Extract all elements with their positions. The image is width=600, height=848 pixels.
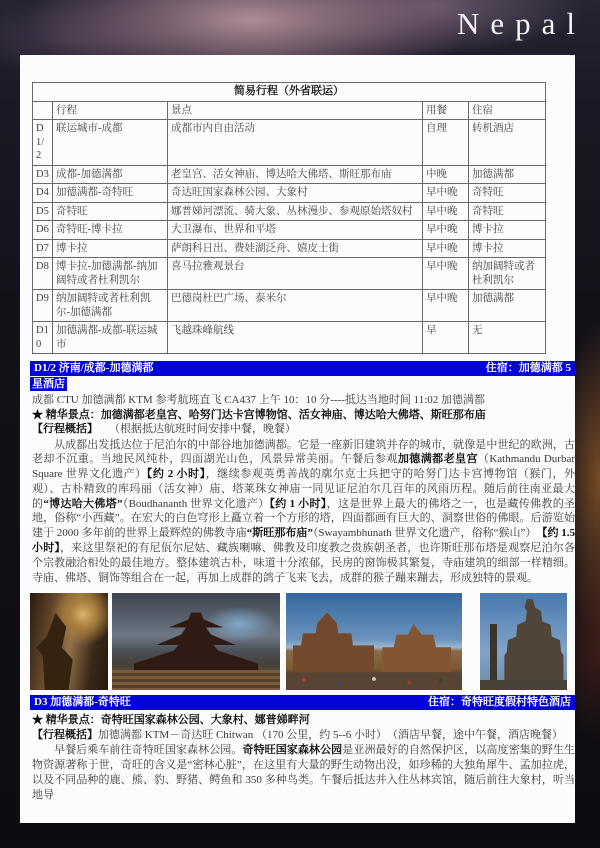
- photo-durbar-statue: [30, 593, 108, 690]
- section-d3-title: D3 加德满都-奇特旺: [34, 696, 131, 709]
- cell-route: 奇特旺: [53, 202, 168, 221]
- photo-krishna-mandir: [480, 593, 567, 690]
- section-d3-header-bar: [30, 695, 575, 710]
- cell-route: 联运城市-成都: [53, 120, 168, 166]
- table-row: [33, 221, 546, 240]
- cell-hotel: 转机酒店: [469, 120, 546, 166]
- d1-overview-line: 【行程概括】 （根据抵达航班时间安排中餐，晚餐）: [32, 423, 296, 435]
- cell-sights: 成都市内自由活动: [168, 120, 423, 166]
- flight-info-line: 成都 CTU 加德满都 KTM 参考航班直飞 CA437 上午 10：10 分----抵达当地时间 11:02 加德满都: [32, 394, 486, 406]
- cell-meals: 中晚: [423, 165, 469, 184]
- table-row: [33, 239, 546, 258]
- col-header-meals: 用餐: [423, 101, 469, 120]
- cell-route: 成都-加德满都: [53, 165, 168, 184]
- d3-description-paragraph: 早餐后乘车前往奇特旺国家森林公园。奇特旺国家森林公园是亚洲最好的自然保护区，以高度密集的野生生物资源著称于世，奇旺的含义是“密林心脏”，在这里有大量的野生动物出没，如珍稀的大独角犀牛、孟加拉虎，以及不同品种的鹿、熊、豹、野猪、鳄鱼和 350 多种鸟类。午餐后抵达并入住丛林宾馆，随后前往大象村，听当地导: [32, 744, 576, 801]
- section-d1-title: D1/2 济南/成都-加德满都: [34, 362, 154, 374]
- cell-route: 博卡拉: [53, 239, 168, 258]
- cell-hotel: 奇特旺: [469, 202, 546, 221]
- brand-title: Nepal: [456, 6, 586, 41]
- cell-meals: 早中晚: [423, 239, 469, 258]
- table-title: 简易行程（外省联运）: [33, 83, 546, 102]
- cell-sights: 老皇宫、活女神庙、博达哈大佛塔、斯旺那布庙: [168, 165, 423, 184]
- table-header-row: [33, 101, 546, 120]
- cell-day: D8: [33, 258, 53, 290]
- cell-sights: 萨朗科日出、费娃湖泛舟、嬉皮士街: [168, 239, 423, 258]
- cell-route: 纳加阔特或者杜利凯尔-加德满都: [53, 290, 168, 322]
- section-d1-hotel-wrap-line: [30, 376, 575, 391]
- d1-description-paragraph: 从成都出发抵达位于尼泊尔的中部谷地加德满都。它是一座新旧建筑并存的城市，就像是中世纪的欧洲，古老却不沉重。当地民风纯朴，四面湖光山色，风景异常美丽。午餐后参观加德满都老皇宫（Kathmandu Durbar Square 世界文化遗产）【约 2 小时】，继续参观英勇善战的廓尔克士兵把守的哈努门达卡宫博物馆（猴门，外观）、古朴精致的库玛丽（活女神）庙、塔莱珠女神庙一同见证尼泊尔几百年的风雨历程。随后前往南亚最大的“博达哈大佛塔”（Boudhananth 世界文化遗产）【约 1 小时】，这是世界上最大的佛塔之一，也是藏传佛教的圣地，俗称“小西藏”。在宏大的白色穹形上矗立着一个方形的塔，四面都画有巨大的、洞察世俗的佛眼。后游览始建于 2000 多年前的世界上最辉煌的佛教寺庙“斯旺那布庙”（Swayambhunath 世界文化遗产，俗称“猴山”） 【约 1.5 小时】，来这里祭祀的有尼佤尔尼姑、藏族喇嘛、佛教及印度教之贵族朝圣者，也许斯旺那布塔是观察尼泊尔各个宗教融洽相处的最佳地方。整体建筑古朴，味道十分浓郁，民房的窗饰极其繁复，寺庙建筑的细部一样精细。寺庙、佛塔、铜饰等组合在一起，再加上成群的鸽子飞来飞去，成群的猴子蹦来蹦去，形成独特的景观。: [32, 438, 576, 584]
- table-row: [33, 290, 546, 322]
- table-row: [33, 258, 546, 290]
- cell-hotel: 纳加阔特或者杜利凯尔: [469, 258, 546, 290]
- section-d1-hotel-wrap: 星酒店: [32, 378, 65, 390]
- table-row: [33, 184, 546, 203]
- table-row: [33, 120, 546, 166]
- cell-day: D5: [33, 202, 53, 221]
- col-header-day: [33, 101, 53, 120]
- d3-overview-line: 【行程概括】加德满都 KTM－奇达旺 Chitwan （170 公里，约 5--6 小时） （酒店早餐，途中午餐，酒店晚餐）: [32, 728, 564, 741]
- document-sheet: [20, 55, 575, 823]
- cell-sights: 喜马拉雅观景台: [168, 258, 423, 290]
- cell-day: D1/2: [33, 120, 53, 166]
- cell-meals: 早中晚: [423, 202, 469, 221]
- cell-day: D10: [33, 322, 53, 354]
- cell-sights: 娜普娣河漂流、骑大象、丛林漫步、参观原始塔奴村: [168, 202, 423, 221]
- col-header-route: 行程: [53, 101, 168, 120]
- section-d3-hotel: 住宿：奇特旺度假村特色酒店: [428, 696, 571, 709]
- cell-meals: 自理: [423, 120, 469, 166]
- table-title-row: [33, 83, 546, 102]
- cell-route: 奇特旺-博卡拉: [53, 221, 168, 240]
- cell-hotel: 无: [469, 322, 546, 354]
- photo-patan-durbar-square: [286, 593, 462, 690]
- cell-day: D3: [33, 165, 53, 184]
- cell-meals: 早中晚: [423, 221, 469, 240]
- cell-sights: 奇达旺国家森林公园、大象村: [168, 184, 423, 203]
- itinerary-table: [32, 82, 546, 354]
- cell-route: 加德满都-奇特旺: [53, 184, 168, 203]
- d3-highlights-line: ★ 精华景点：奇特旺国家森林公园、大象村、娜普娣畔河: [32, 714, 310, 727]
- cell-hotel: 加德满都: [469, 290, 546, 322]
- cell-day: D4: [33, 184, 53, 203]
- cell-hotel: 奇特旺: [469, 184, 546, 203]
- cell-hotel: 博卡拉: [469, 221, 546, 240]
- photo-strip: [30, 593, 575, 690]
- table-row: [33, 322, 546, 354]
- cell-meals: 早: [423, 322, 469, 354]
- itinerary-table-body: [33, 83, 546, 354]
- cell-meals: 早中晚: [423, 258, 469, 290]
- cell-hotel: 博卡拉: [469, 239, 546, 258]
- photo-maju-deval-temple: [112, 593, 280, 690]
- col-header-hotel: 住宿: [469, 101, 546, 120]
- cell-route: 博卡拉-加德满都-纳加阔特或者杜利凯尔: [53, 258, 168, 290]
- cell-day: D7: [33, 239, 53, 258]
- cell-hotel: 加德满都: [469, 165, 546, 184]
- cell-meals: 早中晚: [423, 290, 469, 322]
- table-row: [33, 165, 546, 184]
- cell-sights: 巴德岗杜巴广场、泰米尔: [168, 290, 423, 322]
- cell-day: D6: [33, 221, 53, 240]
- d1-highlights-line: ★ 精华景点：加德满都老皇宫、哈努门达卡宫博物馆、活女神庙、博达哈大佛塔、斯旺那布庙: [32, 408, 486, 421]
- cell-meals: 早中晚: [423, 184, 469, 203]
- table-row: [33, 202, 546, 221]
- section-d1-hotel: 住宿：加德满都 5: [485, 362, 571, 374]
- cell-sights: 大卫瀑布、世界和平塔: [168, 221, 423, 240]
- cell-route: 加德满都-成都-联运城市: [53, 322, 168, 354]
- cell-sights: 飞越珠峰航线: [168, 322, 423, 354]
- section-d1-header-bar: [30, 361, 575, 376]
- cell-day: D9: [33, 290, 53, 322]
- col-header-sights: 景点: [168, 101, 423, 120]
